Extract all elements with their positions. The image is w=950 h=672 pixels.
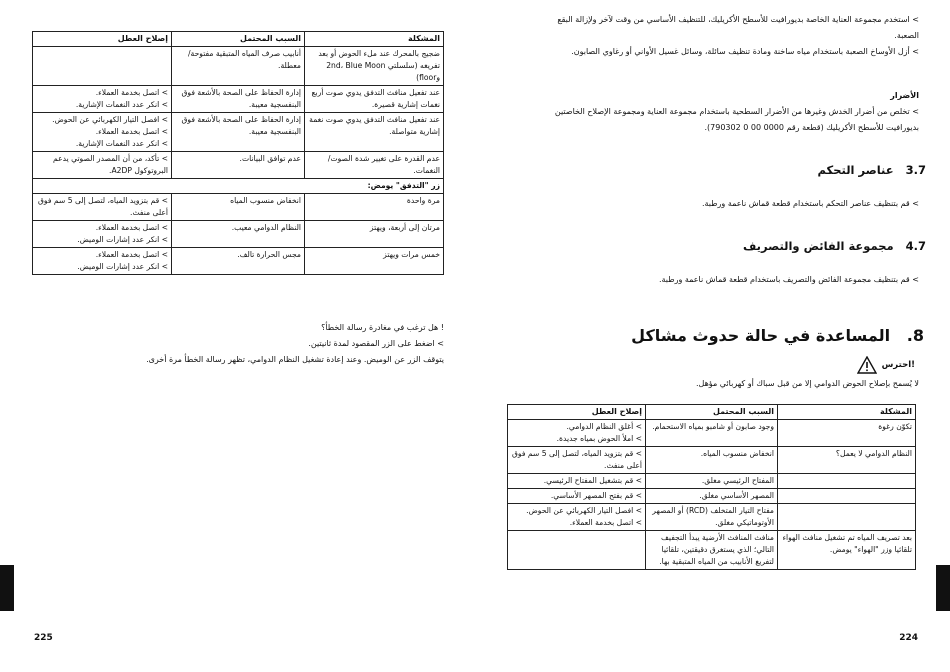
cell-cause: المصهر الأساسي مغلق.: [646, 489, 778, 504]
damage-block: [515, 88, 919, 136]
cell-problem: عدم القدرة على تغيير شدة الصوت/ النغمات.: [305, 152, 444, 179]
intro-line-2: الصعبة.: [894, 31, 919, 40]
table-row: [508, 420, 916, 447]
header-problem: المشكلة: [778, 405, 916, 420]
cell-cause: النظام الدوامي معيب.: [172, 221, 305, 248]
section-47-heading: [743, 239, 926, 253]
cell-problem: النظام الدوامي لا يعمل؟: [778, 447, 916, 474]
table-row: [33, 152, 444, 179]
cell-problem: [778, 504, 916, 531]
table-row: [33, 179, 444, 194]
table-header-row: [33, 32, 444, 47]
thumb-tab-right: [936, 565, 950, 611]
damage-line-1: > تخلص من أضرار الخدش وغيرها من الأضرار السطحية باستخدام مجموعة العناية ومجموعة الإصلاح الخاصتين: [554, 107, 919, 116]
header-fix: إصلاح العطل: [33, 32, 172, 47]
table-row: [33, 86, 444, 113]
warning-triangle-icon: [857, 356, 877, 374]
warning-row: [515, 356, 915, 376]
notice-result: يتوقف الزر عن الوميض. وعند إعادة تشغيل النظام الدوامي، تظهر رسالة الخطأ مرة أخرى.: [146, 355, 444, 364]
section-8-heading: [631, 326, 924, 345]
error-notice: [40, 320, 444, 368]
cell-fix: > قم بتشغيل المفتاح الرئيسي.: [508, 474, 646, 489]
section-47-body: > قم بتنظيف مجموعة الفائض والتصريف باستخدام قطعة قماش ناعمة ورطبة.: [658, 275, 919, 284]
cell-cause: مفتاح التيار المتخلف (RCD) أو المصهر الأوتوماتيكي مغلق.: [646, 504, 778, 531]
table-row: [33, 47, 444, 86]
cell-problem: بعد تصريف المياه تم تشغيل منافث الهواء تلقائيا وزر "الهواء" يومض.: [778, 531, 916, 570]
cell-fix: > قم بتزويد المياه، لتصل إلى 5 سم فوق أعلى منفث.: [33, 194, 172, 221]
header-cause: السبب المحتمل: [646, 405, 778, 420]
cell-problem: ضجيج بالمحرك عند ملء الحوض أو بعد تفريغه (سلسلتي 2nd، Blue Moon وfloor): [305, 47, 444, 86]
cell-cause: انخفاض منسوب المياه: [172, 194, 305, 221]
notice-title: ! هل ترغب في مغادرة رسالة الخطأ؟: [321, 323, 444, 332]
notice-step: > اضغط على الزر المقصود لمدة ثانيتين.: [308, 339, 444, 348]
cell-fix: [508, 531, 646, 570]
section-37-heading: [818, 163, 926, 177]
table-row: [508, 489, 916, 504]
header-cause: السبب المحتمل: [172, 32, 305, 47]
table-row: [33, 221, 444, 248]
warning-label: احترس!: [881, 360, 915, 370]
cell-problem: عند تفعيل منافث التدفق يدوي صوت أربع نغمات إشارية قصيرة.: [305, 86, 444, 113]
cell-cause: المفتاح الرئيسي مغلق.: [646, 474, 778, 489]
cell-cause: إدارة الحفاظ على الصحة بالأشعة فوق البنفسجية معيبة.: [172, 86, 305, 113]
cell-cause: عدم توافق البيانات.: [172, 152, 305, 179]
cell-cause: إدارة الحفاظ على الصحة بالأشعة فوق البنفسجية معيبة.: [172, 113, 305, 152]
intro-line-1: > استخدم مجموعة العناية الخاصة بديورافيت للأسطح الأكريليك، للتنظيف الأساسي من وقت لآخر ولإزالة البقع: [557, 15, 919, 24]
cell-problem: [778, 489, 916, 504]
section-47-title: مجموعة الفائض والتصريف: [742, 239, 894, 253]
cell-fix: > اتصل بخدمة العملاء. > انكر عدد النغمات الإشارية.: [33, 86, 172, 113]
table-row: [33, 194, 444, 221]
troubleshooting-table-right: [507, 404, 916, 570]
cell-problem: مرة واحدة: [305, 194, 444, 221]
cell-fix: > أغلق النظام الدوامي. > املأ الحوض بمياه جديدة.: [508, 420, 646, 447]
header-fix: إصلاح العطل: [508, 405, 646, 420]
cell-fix: > افصل التيار الكهربائي عن الحوض. > اتصل بخدمة العملاء.: [508, 504, 646, 531]
table-subheading: زر "التدفق" يومض:: [33, 179, 444, 194]
cell-fix: [33, 47, 172, 86]
section-37-title: عناصر التحكم: [817, 163, 894, 177]
warning-text: لا يُسمح بإصلاح الحوض الدوامي إلا من قبل سباك أو كهربائي مؤهل.: [695, 379, 919, 388]
table-header-row: [508, 405, 916, 420]
cell-cause: مجس الحرارة تالف.: [172, 248, 305, 275]
cell-cause: أنابيب صرف المياه المتبقية مفتوحة/معطلة.: [172, 47, 305, 86]
damage-title: الأضرار: [890, 91, 919, 100]
section-37-body: > قم بتنظيف عناصر التحكم باستخدام قطعة قماش ناعمة ورطبة.: [701, 199, 919, 208]
table-row: [33, 113, 444, 152]
table-row: [508, 504, 916, 531]
cell-fix: > قم بفتح المصهر الأساسي.: [508, 489, 646, 504]
cell-cause: منافث المنافث الأرضية يبدأ التجفيف التالي؛ الذي يستغرق دقيقتين، تلقائيا لتفريغ الأنابيب من المياه المتبقية بها.: [646, 531, 778, 570]
cell-problem: خمس مرات ويهتز: [305, 248, 444, 275]
cell-cause: انخفاض منسوب المياه.: [646, 447, 778, 474]
damage-line-2: بديورافيت للأسطح الأكريليك (قطعة رقم 0000 00 0 790302).: [704, 123, 919, 132]
page-number-right: 224: [899, 633, 918, 643]
troubleshooting-table-left: [32, 31, 444, 275]
section-8-title: المساعدة في حالة حدوث مشاكل: [631, 326, 891, 345]
intro-text: [515, 12, 919, 60]
cell-fix: > اتصل بخدمة العملاء. > انكر عدد إشارات الوميض.: [33, 221, 172, 248]
cell-fix: > افصل التيار الكهربائي عن الحوض. > اتصل بخدمة العملاء. > انكر عدد النغمات الإشارية.: [33, 113, 172, 152]
intro-line-3: > أزل الأوساخ الصعبة باستخدام مياه ساخنة ومادة تنظيف سائلة، وسائل غسيل الأواني أو رغاوي الصابون.: [571, 47, 919, 56]
header-problem: المشكلة: [305, 32, 444, 47]
table-row: [508, 531, 916, 570]
table-row: [33, 248, 444, 275]
cell-problem: تكوّن رغوة: [778, 420, 916, 447]
cell-problem: عند تفعيل منافث التدفق يدوي صوت نغمة إشارية متواصلة.: [305, 113, 444, 152]
page-224: [475, 0, 950, 672]
section-47-number: 4.7: [905, 239, 926, 253]
table-row: [508, 474, 916, 489]
page-number-left: 225: [34, 633, 53, 643]
cell-fix: > قم بتزويد المياه، لتصل إلى 5 سم فوق أعلى منفث.: [508, 447, 646, 474]
section-8-number: 8.: [906, 326, 924, 345]
section-37-number: 3.7: [905, 163, 926, 177]
cell-fix: > اتصل بخدمة العملاء. > انكر عدد إشارات الوميض.: [33, 248, 172, 275]
cell-problem: مرتان إلى أربعة، ويهتز: [305, 221, 444, 248]
cell-cause: وجود صابون أو شامبو بمياه الاستحمام.: [646, 420, 778, 447]
cell-fix: > تأكد، من أن المصدر الصوتي يدعم البروتوكول A2DP.: [33, 152, 172, 179]
thumb-tab-left: [0, 565, 14, 611]
cell-problem: [778, 474, 916, 489]
table-row: [508, 447, 916, 474]
